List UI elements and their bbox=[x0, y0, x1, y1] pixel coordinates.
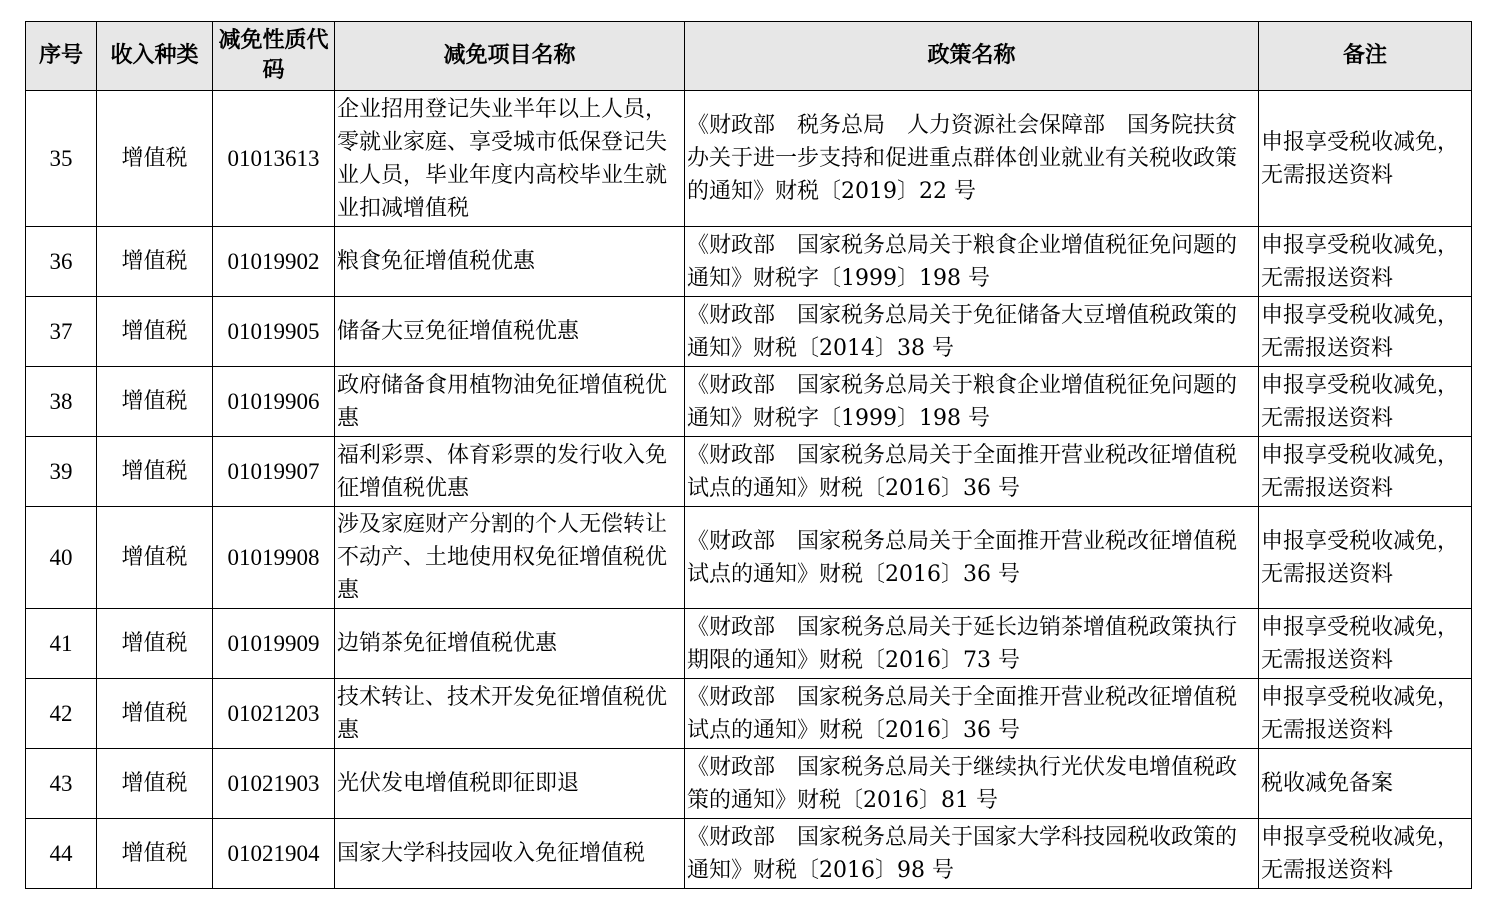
cell-income-type: 增值税 bbox=[97, 297, 213, 367]
header-policy: 政策名称 bbox=[685, 22, 1259, 91]
cell-code: 01019906 bbox=[213, 367, 335, 437]
cell-seq: 42 bbox=[26, 679, 97, 749]
cell-code: 01019905 bbox=[213, 297, 335, 367]
cell-policy: 《财政部 国家税务总局关于继续执行光伏发电增值税政策的通知》财税〔2016〕81 号 bbox=[685, 749, 1259, 819]
cell-policy: 《财政部 国家税务总局关于全面推开营业税改征增值税试点的通知》财税〔2016〕36 号 bbox=[685, 679, 1259, 749]
cell-code: 01013613 bbox=[213, 91, 335, 227]
table-row bbox=[26, 679, 1472, 749]
cell-seq: 37 bbox=[26, 297, 97, 367]
table-row bbox=[26, 91, 1472, 227]
table-header-row bbox=[26, 22, 1472, 91]
cell-remark: 申报享受税收减免，无需报送资料 bbox=[1259, 367, 1472, 437]
cell-item: 技术转让、技术开发免征增值税优惠 bbox=[335, 679, 685, 749]
table-row bbox=[26, 749, 1472, 819]
cell-code: 01021203 bbox=[213, 679, 335, 749]
cell-code: 01021904 bbox=[213, 819, 335, 889]
header-item: 减免项目名称 bbox=[335, 22, 685, 91]
cell-remark: 申报享受税收减免，无需报送资料 bbox=[1259, 609, 1472, 679]
table-row bbox=[26, 437, 1472, 507]
cell-income-type: 增值税 bbox=[97, 91, 213, 227]
cell-policy: 《财政部 国家税务总局关于粮食企业增值税征免问题的通知》财税字〔1999〕198 号 bbox=[685, 227, 1259, 297]
tax-exemption-table bbox=[25, 21, 1472, 889]
cell-code: 01019908 bbox=[213, 507, 335, 609]
cell-item: 政府储备食用植物油免征增值税优惠 bbox=[335, 367, 685, 437]
header-remark: 备注 bbox=[1259, 22, 1472, 91]
cell-policy: 《财政部 国家税务总局关于全面推开营业税改征增值税试点的通知》财税〔2016〕36 号 bbox=[685, 507, 1259, 609]
cell-remark: 申报享受税收减免，无需报送资料 bbox=[1259, 819, 1472, 889]
cell-policy: 《财政部 国家税务总局关于国家大学科技园税收政策的通知》财税〔2016〕98 号 bbox=[685, 819, 1259, 889]
cell-income-type: 增值税 bbox=[97, 507, 213, 609]
cell-policy: 《财政部 国家税务总局关于全面推开营业税改征增值税试点的通知》财税〔2016〕36 号 bbox=[685, 437, 1259, 507]
cell-remark: 申报享受税收减免，无需报送资料 bbox=[1259, 507, 1472, 609]
header-code: 减免性质代码 bbox=[213, 22, 335, 91]
table-row bbox=[26, 367, 1472, 437]
table-row bbox=[26, 507, 1472, 609]
cell-code: 01021903 bbox=[213, 749, 335, 819]
cell-code: 01019907 bbox=[213, 437, 335, 507]
cell-item: 国家大学科技园收入免征增值税 bbox=[335, 819, 685, 889]
cell-item: 福利彩票、体育彩票的发行收入免征增值税优惠 bbox=[335, 437, 685, 507]
cell-code: 01019909 bbox=[213, 609, 335, 679]
cell-remark: 申报享受税收减免，无需报送资料 bbox=[1259, 679, 1472, 749]
cell-item: 边销茶免征增值税优惠 bbox=[335, 609, 685, 679]
policy-table-container bbox=[25, 21, 1471, 889]
cell-policy: 《财政部 国家税务总局关于延长边销茶增值税政策执行期限的通知》财税〔2016〕73 号 bbox=[685, 609, 1259, 679]
header-income-type: 收入种类 bbox=[97, 22, 213, 91]
cell-remark: 申报享受税收减免，无需报送资料 bbox=[1259, 437, 1472, 507]
cell-remark: 申报享受税收减免，无需报送资料 bbox=[1259, 297, 1472, 367]
cell-item: 粮食免征增值税优惠 bbox=[335, 227, 685, 297]
cell-seq: 40 bbox=[26, 507, 97, 609]
cell-income-type: 增值税 bbox=[97, 679, 213, 749]
header-seq: 序号 bbox=[26, 22, 97, 91]
cell-seq: 35 bbox=[26, 91, 97, 227]
cell-remark: 申报享受税收减免，无需报送资料 bbox=[1259, 91, 1472, 227]
cell-item: 光伏发电增值税即征即退 bbox=[335, 749, 685, 819]
cell-item: 储备大豆免征增值税优惠 bbox=[335, 297, 685, 367]
cell-income-type: 增值税 bbox=[97, 367, 213, 437]
cell-seq: 36 bbox=[26, 227, 97, 297]
table-row bbox=[26, 609, 1472, 679]
cell-income-type: 增值税 bbox=[97, 749, 213, 819]
cell-policy: 《财政部 国家税务总局关于免征储备大豆增值税政策的通知》财税〔2014〕38 号 bbox=[685, 297, 1259, 367]
cell-policy: 《财政部 税务总局 人力资源社会保障部 国务院扶贫办关于进一步支持和促进重点群体创业就业有关税收政策的通知》财税〔2019〕22 号 bbox=[685, 91, 1259, 227]
cell-income-type: 增值税 bbox=[97, 437, 213, 507]
cell-remark: 申报享受税收减免，无需报送资料 bbox=[1259, 227, 1472, 297]
table-row bbox=[26, 227, 1472, 297]
cell-income-type: 增值税 bbox=[97, 609, 213, 679]
cell-seq: 43 bbox=[26, 749, 97, 819]
table-row bbox=[26, 297, 1472, 367]
cell-income-type: 增值税 bbox=[97, 227, 213, 297]
cell-item: 企业招用登记失业半年以上人员，零就业家庭、享受城市低保登记失业人员，毕业年度内高校毕业生就业扣减增值税 bbox=[335, 91, 685, 227]
cell-seq: 41 bbox=[26, 609, 97, 679]
cell-income-type: 增值税 bbox=[97, 819, 213, 889]
table-row bbox=[26, 819, 1472, 889]
cell-seq: 44 bbox=[26, 819, 97, 889]
cell-seq: 39 bbox=[26, 437, 97, 507]
cell-item: 涉及家庭财产分割的个人无偿转让不动产、土地使用权免征增值税优惠 bbox=[335, 507, 685, 609]
cell-seq: 38 bbox=[26, 367, 97, 437]
cell-policy: 《财政部 国家税务总局关于粮食企业增值税征免问题的通知》财税字〔1999〕198 号 bbox=[685, 367, 1259, 437]
cell-code: 01019902 bbox=[213, 227, 335, 297]
cell-remark: 税收减免备案 bbox=[1259, 749, 1472, 819]
